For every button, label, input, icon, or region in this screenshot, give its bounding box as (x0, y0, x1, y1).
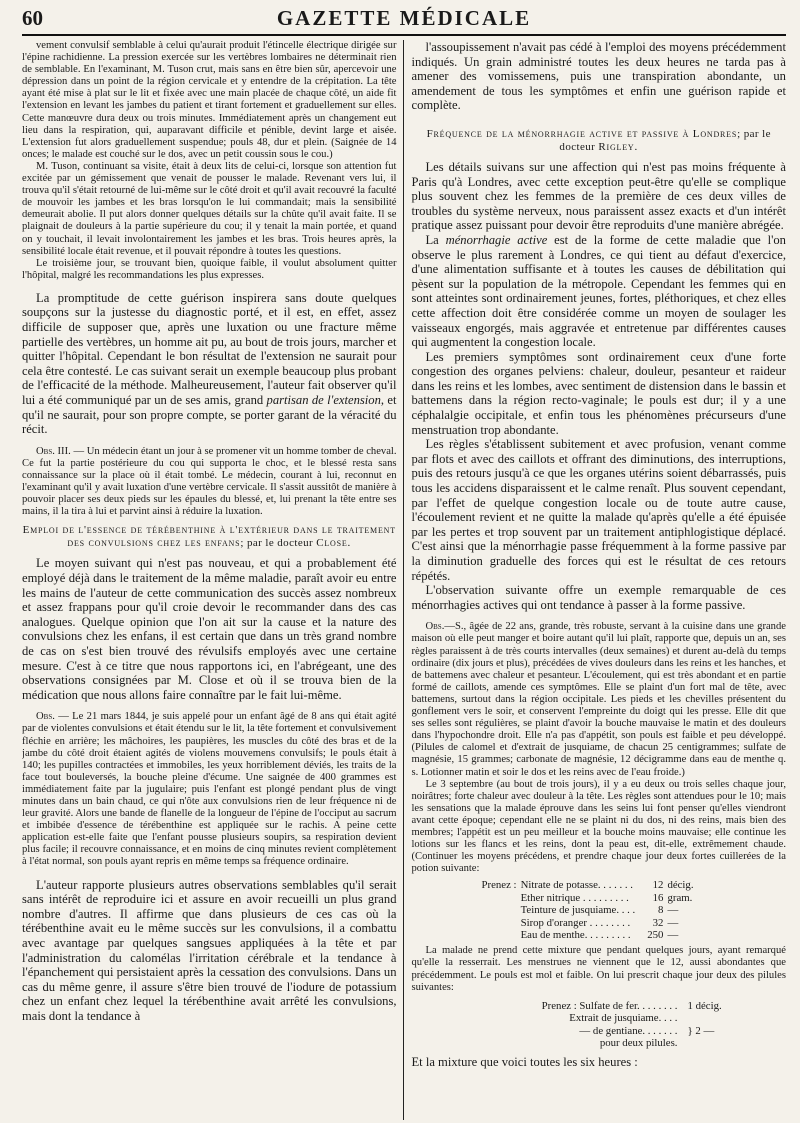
italic-run: ménorrhagie active (445, 232, 548, 247)
text-run: , et qu'il ne saurait, pour son propre compte, se porter garant de la véracité du récit. (22, 393, 397, 437)
pill-qty: 1 décig. (687, 999, 722, 1012)
observation-label: Obs. (425, 621, 445, 633)
prescription-unit: — (667, 928, 679, 941)
text-run: La promptitude de cette guérison inspirera sans doute quelques soupçons sur la justesse du diagnostic porté, et il est, en effet, assez difficile de supposer que, après une luxation ou une fracture même partielle des vertèbres, un homme ait pu, au bout de trois jours, marcher et quitter l'hôpital. Cependant le bon résultat de l'extension ne saurait pour cela être contesté. Le cas suivant serait un exemple beaucoup plus probant de l'efficacité de la méthode. Malheureusement, l'auteur fait observer qu'il lui a été communiqué par un de ses amis, grand (22, 290, 397, 408)
section-heading (411, 128, 786, 154)
columns (22, 40, 786, 1120)
prescription-row (481, 879, 697, 891)
prescription-unit: décig. (667, 879, 694, 892)
prescription-row (481, 917, 697, 929)
paragraph: Et la mixture que voici toutes les six heures : (411, 1055, 638, 1070)
section-author: Rigley. (598, 140, 639, 153)
right-column (403, 40, 786, 1120)
prescription-item: Teinture de jusquiame. . . . (520, 904, 636, 917)
paragraph: Le 3 septembre (au bout de trois jours), il y a eu deux ou trois selles chaque jour, noirâtres; forte chaleur avec douleur à la tête. Les règles sont attendues pour le 10; mais les sensations que la malade éprouve dans les seins lui font penser qu'elles viendront avant cette époque; cependant elle ne se plaint ni du dos, ni des reins, mais bien des membres; l'appétit est un peu meilleur et la bouche moins mauvaise; elle continue les lotions sur les flancs et les reins, dont la peau est, dit-elle, extrêmement chaude. (Continuer les moyens précédens, et prendre chaque jour deux fortes cuillerées de la potion suivante: (411, 778, 786, 875)
prescription-unit: gram. (667, 891, 693, 904)
pill-prescription (507, 1000, 786, 1050)
paragraph (22, 291, 397, 437)
observation (411, 621, 786, 778)
page-header (22, 4, 786, 36)
paragraph: Les détails suivans sur une affection qui n'est pas moins fréquente à Paris qu'à Londres, avec cette exception peut-être qu'elle se complique plus souvent chez les femmes de la première de ces deux villes de troubles du système nerveux, nous paraissent assez exacts et d'un intérêt pratique assez puissant pour devoir être reproduits d'une manière abrégée. (411, 159, 786, 233)
prescription-row (481, 904, 697, 916)
paragraph: La malade ne prend cette mixture que pendant quelques jours, ayant remarqué qu'elle la resserrait. Les menstrues ne viennent que le 12, aussi abondantes que précédemment. Le pouls est mol et faible. On lui prescrit chaque jour deux des pilules suivantes: (411, 945, 786, 993)
observation-label: Obs. (36, 711, 55, 723)
prescription-qty: 32 (652, 916, 664, 929)
prescription-row (481, 892, 697, 904)
paragraph: Les règles s'établissent subitement et avec profusion, venant comme par flots et avec des caillots et offrant des diminutions, des interruptions, puis des retours jusqu'à ce que les organes utérins soient débarrassés, puis tous les accidens disparaissent et le calme renaît. Plus souvent cependant, par l'effet de quelque congestion locale ou de toute autre cause, l'écoulement revient et ne quitte la malade qu'après qu'elle a été épuisée par les pertes et trop souvent par un traitement antiphlogistique déplacé. C'est ainsi que la ménorrhagie passe fréquemment à la forme passive par la diminution graduelle des forces qui est le résultat de ces retours répétés. (411, 437, 786, 583)
pill-line: Extrait de jusquiame. . . . (569, 1012, 678, 1025)
prescription-unit: — (667, 904, 679, 917)
section-title: Fréquence de la ménorrhagie active et passive à Londres (426, 127, 738, 140)
section-heading (22, 524, 397, 550)
paragraph: vement convulsif semblable à celui qu'aurait produit l'étincelle électrique dirigée sur l'épine rachidienne. La pression exercée sur les vertèbres lombaires ne déterminait rien de semblable. En l'examinant, M. Tuson crut, mais sans en être bien sûr, apercevoir une dépression dans un point de la région cervicale et y entendre de la crépitation. La tête ayant été mise à plat sur le lit et fixée avec une main placée de chaque côté, un aide fit l'extension en levant les jambes du patient et tirant fortement et graduellement sur elles. Cette manœuvre dura deux ou trois minutes. Immédiatement après un changement eut lieu dans la respiration, qui, auparavant difficile et pénible, devint large et aisée. L'extension fut alors graduellement suspendue; pouls 48, dur et plein. (Saignée de 14 onces; le malade est couché sur le dos, avec un petit coussin sous le cou.) (22, 40, 397, 160)
paragraph: l'assoupissement n'avait pas cédé à l'emploi des moyens précédemment indiqués. Un grain administré toutes les deux heures ne tarda pas à amener des vomissemens, puis une transpiration abondante, un amendement de tous les symptômes et enfin une guérison rapide et complète. (411, 40, 786, 113)
prescription-item: Nitrate de potasse. . . . . . . (520, 879, 634, 892)
paragraph: Le moyen suivant qui n'est pas nouveau, et qui a probablement été employé déjà dans le traitement de la même maladie, paraît avoir eu entre les mains de l'auteur de cette communication des succès assez nombreux et assez frappans pour qu'il croie devoir le recommander dans des cas analogues. Quelque opinion que l'on ait sur la cause et la nature des convulsions chez les enfans, il est certain que dans un très grand nombre de cas on s'est bien trouvé des révulsifs employés avec une certaine mesure. C'est à ce titre que nous rapportons ici, en l'abrégeant, une des observations consignées par M. Close et où il se trouva bien de la médication que nous allons faire connaître par le fait lui-même. (22, 556, 397, 702)
section-title: Emploi de l'essence de térébenthine à l'extérieur dans le traitement des convulsions chez les enfans (22, 524, 396, 550)
pill-line: Prenez : Sulfate de fer. . . . . . . . (541, 999, 678, 1012)
pill-line: — de gentiane. . . . . . . (579, 1024, 678, 1037)
paragraph: L'auteur rapporte plusieurs autres observations semblables qu'il serait sans intérêt de reproduire ici et assure en avoir recueilli un plus grand nombre d'autres. Il affirme que dans plusieurs de ces cas où la térébenthine avait eu le même succès sur les convulsions, il a combattu avec avantage par quelques sangsues appliquées à la tête et par l'administration du calomélas l'irritation cérébrale et la tendance à l'épanchement qui persistaient après la cessation des convulsions. Dans un cas du même genre, il assure s'être bien trouvé de l'iodure de potassium chez un enfant chez lequel la térébenthine avait arrêté les convulsions, mais dont la tendance à (22, 877, 397, 1023)
text-run: —S., âgée de 22 ans, grande, très robuste, servant à la cuisine dans une grande maison où elle peut manger et boire autant qu'il lui plaît, rapporte que, depuis un an, ses règles paraissent à de très courts intervalles (deux semaines) et durent au-delà du temps ordinaire (dix jours et plus), précédées de vives douleurs dans les reins et les hanches, et de battemens avec chaleur et pesanteur. L'écoulement, qui est très abondant et en partie formé de caillots, amende ces symptômes. Elle se plaint d'un fort mal de tête, avec battemens, surtout dans la région occipitale. Les pieds et les chevilles présentent du gonflement vers le soir, et conservent l'empreinte du doigt qui les presse. Elle dit que ses selles sont régulières, se plaint d'avoir la bouche mauvaise le matin et des douleurs dans l'hypochondre droit. Elle n'a pas d'appétit, son pouls est faible et peu développé. (Pilules de calomel et d'extrait de jusquiame, de chacun 25 centigrammes; sulfate de magnésie, 15 grammes; carbonate de magnésie, 12 décigramme dans eau de menthe q. s. Lotionner matin et soir le dos et les reins avec de l'eau froide.) (411, 621, 786, 778)
prescription-prenez: Prenez : (481, 879, 517, 892)
prescription-table (411, 879, 786, 941)
italic-run: partisan de l'extension (266, 393, 381, 408)
observation-3 (22, 446, 397, 519)
text-run: — Un médecin étant un jour à se promener vit un homme tomber de cheval. Ce fut la partie postérieure du cou qui supporta le choc, et le blessé resta sans connaissance sur la place où il était tombé. Le médecin, courant à lui, reconnut en l'examinant qu'il y avait luxation d'une vertèbre cervicale. Il s'assit aussitôt de manière à pouvoir placer ses deux pieds sur les épaules du blessé, et, lui prenant la tête entre ses mains, il la tira à lui et parvint ainsi à réduire la luxation. (22, 445, 397, 518)
text-run: ; par le docteur (240, 537, 317, 550)
paragraph: M. Tuson, continuant sa visite, était à deux lits de celui-ci, lorsque son attention fut excitée par un gémissement que venait de pousser le malade. Revenant vers lui, il trouva qu'il s'était retourné de lui-même sur le côté droit et qu'il avait recouvré la faculté de mouvoir les jambes et les bras lorsqu'on le lui commandait; mais la sensibilité demeurait abolie. Il put alors donner quelques détails sur la chûte qu'il avait faite. Il se plaignait de douleurs à la partie supérieure du cou; il y tenait la main portée, et quand on y touchait, il levait involontairement les jambes et les bras. Trois heures après, la sensibilité locale était revenue, et il pouvait répondre à toutes les questions. (22, 160, 397, 257)
prescription-item: Eau de menthe. . . . . . . . . (520, 928, 631, 941)
running-title: GAZETTE MÉDICALE (276, 6, 532, 30)
pill-qty: } 2 — (687, 1024, 715, 1037)
paragraph: Le troisième jour, se trouvant bien, quoique faible, il voulut absolument quitter l'hôpital, malgré les recommandations les plus expresses. (22, 257, 397, 281)
text-run: La (425, 232, 446, 247)
prescription-qty: 12 (652, 879, 664, 892)
paragraph: L'observation suivante offre un exemple remarquable de ces ménorrhagies actives qui ont tendance à passer à la forme passive. (411, 583, 786, 612)
text-run: ; par le docteur (559, 127, 771, 153)
prescription-qty: 250 (647, 928, 664, 941)
prescription-row (481, 929, 697, 941)
paragraph: Les premiers symptômes sont ordinairement ceux d'une forte congestion des organes pelviens: chaleur, douleur, pesanteur et raideur dans les reins et les lombes, avec sentiment de distension dans le bassin et battemens dans la région recto-vaginale; le pouls est dur; il y a une céphalalgie occipitale, et enfin tous les phénomènes précurseurs d'une menstruation trop abondante. (411, 349, 786, 437)
section-author: Close. (316, 537, 352, 550)
observation-label: Obs. III. (36, 445, 71, 457)
paragraph (411, 233, 786, 350)
prescription-qty: 16 (652, 891, 664, 904)
pill-line: pour deux pilules. (599, 1036, 678, 1049)
observation (22, 711, 397, 868)
prescription-unit: — (667, 916, 679, 929)
page-number: 60 (22, 6, 43, 30)
text-run: — Le 21 mars 1844, je suis appelé pour un enfant âgé de 8 ans qui était agité par de violentes convulsions et était étendu sur le lit, la tête fortement et convulsivement fléchie en arrière; les mâchoires, les paupières, les muscles du côté des bras et de la jambe du côté droit étaient agités de violens mouvemens convulsifs; le pouls était à 140; les pupilles contractées et immobiles, les yeux horriblement déviés, les traits de la face tout bouleversés, la bouche pleine d'écume. Une saignée de 400 grammes est immédiatement faite par la jugulaire; puis l'enfant est plongé pendant plus de vingt minutes dans un bain chaud, ce qui n'ôte aux convulsions rien de leur fréquence ni de leur gravité. Alors une bande de flanelle de la longueur de l'épine de l'occiput au sacrum et imbibée d'essence de térébenthine est appliquée sur le rachis. A peine cette application est-elle faite que l'enfant pousse plusieurs soupirs, sa respiration devient plus facile; il recouvre connaissance, et en moins de cinq minutes revient complètement à l'état normal, son pouls ayant repris en même temps sa fréquence ordinaire. (22, 711, 397, 868)
left-column (22, 40, 403, 1120)
prescription-item: Sirop d'oranger . . . . . . . . (520, 916, 631, 929)
prescription-qty: 8 (658, 904, 664, 917)
text-run: est de la forme de cette maladie que l'on observe le plus rarement à Londres, ce qui tient au défaut d'exercice, d'une alimentation suffisante et à toutes les causes de débilitation qui pèsent sur la population de la métropole. Cependant les femmes qui en sont atteintes sont ordinairement jeunes, fortes, pléthoriques, et chez elles cette affection doit être considérée comme un moyen de soulager les vaisseaux engorgés, mais aggravée et entretenue par différentes causes qui augmentent la congestion locale. (411, 232, 786, 350)
prescription-item: Ether nitrique . . . . . . . . . (520, 891, 629, 904)
